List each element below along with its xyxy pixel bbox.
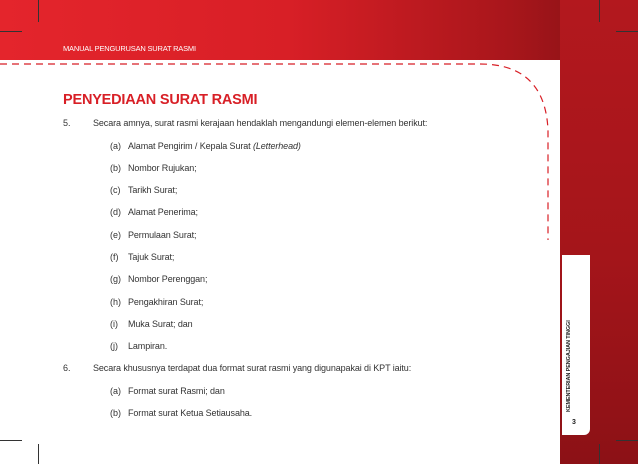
list-item-label: (a) bbox=[110, 141, 121, 151]
crop-mark bbox=[599, 0, 600, 22]
list-item-label: (b) bbox=[110, 408, 121, 418]
list-item: Tajuk Surat; bbox=[128, 252, 175, 262]
list-item-label: (c) bbox=[110, 185, 121, 195]
list-item: Nombor Rujukan; bbox=[128, 163, 197, 173]
list-item-label: (a) bbox=[110, 386, 121, 396]
list-item: Pengakhiran Surat; bbox=[128, 297, 204, 307]
list-item: Format surat Rasmi; dan bbox=[128, 386, 225, 396]
list-item: Nombor Perenggan; bbox=[128, 274, 208, 284]
paragraph-number: 6. bbox=[63, 363, 71, 373]
crop-mark bbox=[38, 0, 39, 22]
list-item: Format surat Ketua Setiausaha. bbox=[128, 408, 253, 418]
section-title: PENYEDIAAN SURAT RASMI bbox=[63, 92, 258, 108]
crop-mark bbox=[0, 440, 22, 441]
list-item-label: (i) bbox=[110, 319, 118, 329]
list-item: Alamat Pengirim / Kepala Surat (Letterhead) bbox=[128, 141, 301, 151]
list-item-label: (j) bbox=[110, 341, 118, 351]
header-title: MANUAL PENGURUSAN SURAT RASMI bbox=[63, 44, 196, 53]
list-item: Muka Surat; dan bbox=[128, 319, 193, 329]
crop-mark bbox=[599, 444, 600, 464]
list-item: Lampiran. bbox=[128, 341, 168, 351]
crop-mark bbox=[616, 440, 638, 441]
list-item-label: (g) bbox=[110, 274, 121, 284]
list-item-label: (e) bbox=[110, 230, 121, 240]
list-item: Alamat Penerima; bbox=[128, 207, 198, 217]
paragraph-text: Secara khususnya terdapat dua format surat rasmi yang digunapakai di KPT iaitu: bbox=[93, 363, 412, 373]
crop-mark bbox=[0, 31, 22, 32]
paragraph-number: 5. bbox=[63, 118, 71, 128]
list-item: Permulaan Surat; bbox=[128, 230, 197, 240]
crop-mark bbox=[616, 31, 638, 32]
list-item-label: (h) bbox=[110, 297, 121, 307]
crop-mark bbox=[38, 444, 39, 464]
side-tab-label: KEMENTERIAN PENGAJIAN TINGGI bbox=[566, 320, 572, 412]
list-item: Tarikh Surat; bbox=[128, 185, 178, 195]
paragraph-text: Secara amnya, surat rasmi kerajaan hendaklah mengandungi elemen-elemen berikut: bbox=[93, 118, 428, 128]
list-item-label: (d) bbox=[110, 207, 121, 217]
list-item-label: (b) bbox=[110, 163, 121, 173]
page-number: 3 bbox=[572, 419, 576, 426]
list-item-label: (f) bbox=[110, 252, 119, 262]
